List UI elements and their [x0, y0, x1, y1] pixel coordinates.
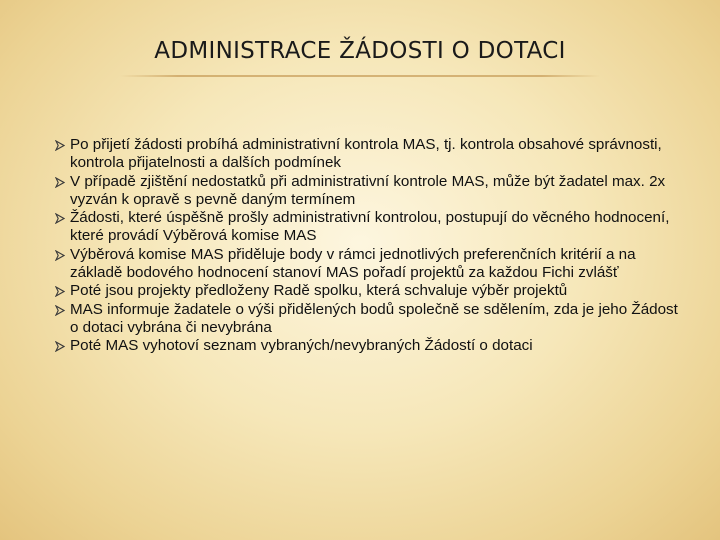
title-underline — [120, 75, 600, 77]
slide-title: ADMINISTRACE ŽÁDOSTI O DOTACI — [154, 38, 566, 64]
bullet-item — [62, 282, 682, 300]
bullet-item — [62, 209, 682, 246]
arrow-bullet-icon — [55, 286, 65, 297]
bullet-text: V případě zjištění nedostatků při administrativní kontrole MAS, může být žadatel max. 2x vyzván k opravě s pevně daným termínem — [70, 172, 666, 208]
bullet-text: Poté MAS vyhotoví seznam vybraných/nevybraných Žádostí o dotaci — [70, 337, 533, 355]
bullet-text: Poté jsou projekty předloženy Radě spolku, která schvaluje výběr projektů — [70, 282, 568, 300]
bullet-text: Výběrová komise MAS přiděluje body v rámci jednotlivých preferenčních kritérií a na základě bodového hodnocení stanoví MAS pořadí projektů za každou Fichi zvlášť — [70, 245, 636, 282]
bullet-item — [62, 337, 682, 355]
bullet-item — [62, 173, 682, 210]
bullet-list — [62, 136, 682, 356]
bullet-text: Po přijetí žádosti probíhá administrativní kontrola MAS, tj. kontrola obsahové správnosti, kontrola přijatelnosti a dalších podmínek — [70, 136, 662, 172]
arrow-bullet-icon — [55, 341, 65, 352]
arrow-bullet-icon — [55, 177, 65, 188]
arrow-bullet-icon — [55, 305, 65, 316]
bullet-item — [62, 301, 682, 338]
arrow-bullet-icon — [55, 140, 65, 151]
bullet-text: Žádosti, které úspěšně prošly administrativní kontrolou, postupují do věcného hodnocení, které provádí Výběrová komise MAS — [70, 209, 670, 245]
bullet-item — [62, 136, 682, 173]
bullet-text: MAS informuje žadatele o výši přidělených bodů společně se sdělením, zda je jeho Žádost o dotaci vybrána či nevybrána — [70, 300, 678, 336]
bullet-item — [62, 246, 682, 283]
arrow-bullet-icon — [55, 213, 65, 224]
arrow-bullet-icon — [55, 250, 65, 261]
